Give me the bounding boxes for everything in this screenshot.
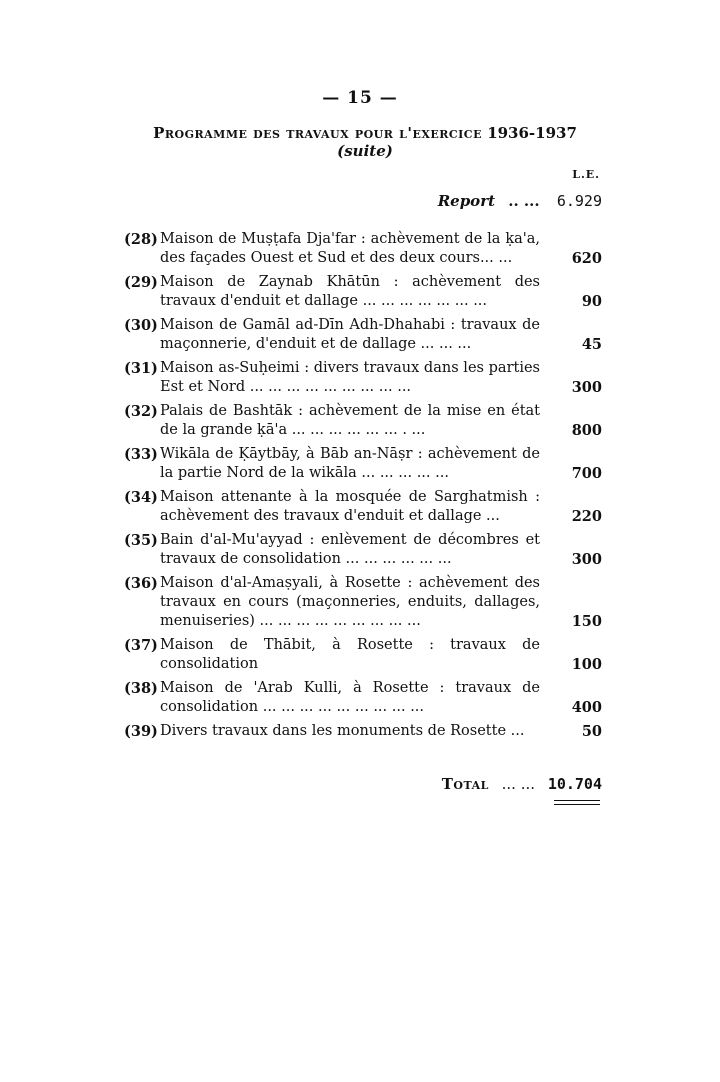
report-amount: 6.929 <box>556 192 602 210</box>
item-number: (32) <box>124 403 158 420</box>
item-number: (35) <box>124 532 158 549</box>
item-text: Maison attenante à la mosquée de Sarghatmish : achèvement des travaux d'enduit et dallage ... <box>160 489 540 524</box>
item-number: (33) <box>124 446 158 463</box>
list-item <box>124 679 602 717</box>
list-item <box>124 445 602 483</box>
double-underline <box>554 800 600 805</box>
report-label: Report <box>437 192 496 210</box>
report-dots: .. ... <box>508 192 540 210</box>
list-item <box>124 230 602 268</box>
item-text: Maison de Thābit, à Rosette : travaux de consolidation <box>160 637 540 672</box>
item-text: Wikāla de Ḳāytbāy, à Bāb an-Nāṣr : achèvement de la partie Nord de la wikāla ... ... ... ... ... <box>160 446 540 481</box>
heading-years: 1936-1937 <box>487 124 577 142</box>
item-amount: 400 <box>571 699 602 716</box>
total-line <box>442 775 602 793</box>
list-item <box>124 722 602 741</box>
currency-label: L.E. <box>572 168 600 181</box>
item-amount: 150 <box>571 613 602 630</box>
total-label: Total <box>441 775 489 793</box>
item-text: Maison de 'Arab Kulli, à Rosette : travaux de consolidation ... ... ... ... ... ... ... ... ... <box>160 680 540 715</box>
report-line <box>438 192 602 210</box>
item-amount: 45 <box>581 336 602 353</box>
item-number: (39) <box>124 723 158 740</box>
item-number: (34) <box>124 489 158 506</box>
list-item <box>124 316 602 354</box>
list-item <box>124 636 602 674</box>
total-dots: ... ... <box>501 775 536 793</box>
item-text: Maison d'al-Amaṣyali, à Rosette : achèvement des travaux en cours (maçonneries, enduits, dallages, menuiseries) ... ... ... ... ... ... ... ... ... <box>160 575 540 629</box>
list-item <box>124 273 602 311</box>
item-number: (29) <box>124 274 158 291</box>
list-item <box>124 359 602 397</box>
item-amount: 90 <box>581 293 602 310</box>
item-number: (30) <box>124 317 158 334</box>
item-text: Maison de Muṣṭafa Dja'far : achèvement de la ḳa'a, des façades Ouest et Sud et des deux cours... ... <box>160 231 540 266</box>
list-item <box>124 574 602 631</box>
item-amount: 220 <box>571 508 602 525</box>
list-item <box>124 531 602 569</box>
item-amount: 50 <box>581 723 602 740</box>
item-text: Divers travaux dans les monuments de Rosette ... <box>160 723 525 739</box>
item-amount: 300 <box>571 551 602 568</box>
item-number: (31) <box>124 360 158 377</box>
item-text: Maison as-Suḥeimi : divers travaux dans les parties Est et Nord ... ... ... ... ... ... ... ... ... <box>160 360 540 395</box>
item-amount: 620 <box>571 250 602 267</box>
item-number: (37) <box>124 637 158 654</box>
page-number: — 15 — <box>322 88 398 108</box>
item-text: Maison de Gamāl ad-Dīn Adh-Dhahabi : travaux de maçonnerie, d'enduit et de dallage ... ... ... <box>160 317 540 352</box>
items-list <box>124 230 602 746</box>
heading-suite: (suite) <box>337 142 393 160</box>
item-amount: 300 <box>571 379 602 396</box>
item-amount: 100 <box>571 656 602 673</box>
total-amount: 10.704 <box>547 775 602 793</box>
list-item <box>124 488 602 526</box>
item-text: Palais de Bashtāk : achèvement de la mise en état de la grande ḳā'a ... ... ... ... ... ... . ... <box>160 403 540 438</box>
item-number: (36) <box>124 575 158 592</box>
item-amount: 700 <box>571 465 602 482</box>
item-number: (28) <box>124 231 158 248</box>
item-number: (38) <box>124 680 158 697</box>
item-amount: 800 <box>571 422 602 439</box>
list-item <box>124 402 602 440</box>
item-text: Bain d'al-Mu'ayyad : enlèvement de décombres et travaux de consolidation ... ... ... ... ... ... <box>160 532 540 567</box>
page-heading <box>130 124 600 160</box>
heading-main: Programme des travaux pour l'exercice <box>153 124 482 142</box>
item-text: Maison de Zaynab Khātūn : achèvement des travaux d'enduit et dallage ... ... ... ... ... ... ... <box>160 274 540 309</box>
